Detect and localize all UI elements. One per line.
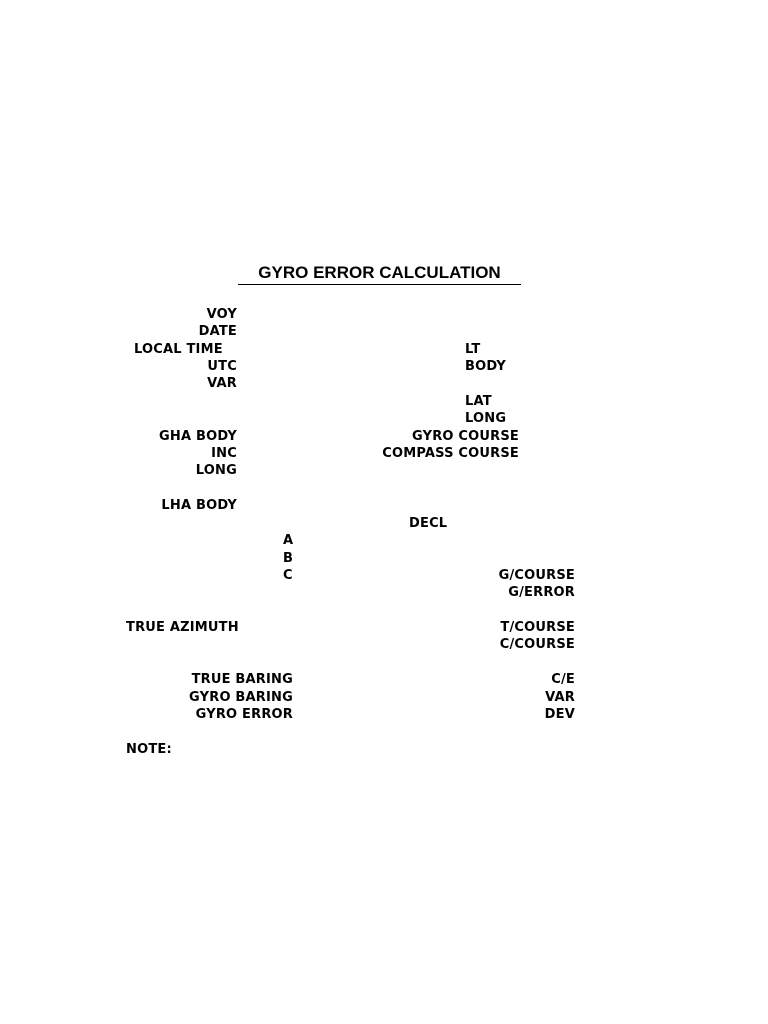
- local-time-label: LOCAL TIME: [134, 342, 223, 357]
- inc-label: INC: [211, 446, 237, 461]
- true-azimuth-label: TRUE AZIMUTH: [126, 620, 239, 635]
- voy-label: VOY: [206, 307, 237, 322]
- compass-course-label: COMPASS COURSE: [382, 446, 519, 461]
- gha-body-label: GHA BODY: [159, 429, 237, 444]
- a-label: A: [283, 533, 294, 548]
- true-baring-label: TRUE BARING: [191, 672, 293, 687]
- gyro-error-label: GYRO ERROR: [195, 707, 293, 722]
- g-error-label: G/ERROR: [508, 585, 575, 600]
- document-title: GYRO ERROR CALCULATION: [258, 263, 501, 282]
- b-label: B: [283, 551, 294, 566]
- long-right-label: LONG: [465, 411, 507, 426]
- note-label: NOTE:: [126, 742, 172, 757]
- title-underline: [238, 284, 521, 285]
- c-course-label: C/COURSE: [499, 637, 575, 652]
- utc-label: UTC: [207, 359, 237, 374]
- var-left-label: VAR: [207, 376, 237, 391]
- g-course-label: G/COURSE: [498, 568, 575, 583]
- lha-body-label: LHA BODY: [161, 498, 237, 513]
- c-e-label: C/E: [551, 672, 575, 687]
- gyro-course-label: GYRO COURSE: [412, 429, 519, 444]
- gyro-baring-label: GYRO BARING: [189, 690, 293, 705]
- dev-label: DEV: [544, 707, 575, 722]
- t-course-label: T/COURSE: [500, 620, 575, 635]
- long-left-label: LONG: [195, 463, 237, 478]
- lat-label: LAT: [465, 394, 492, 409]
- c-label: C: [283, 568, 293, 583]
- body-label: BODY: [465, 359, 507, 374]
- decl-label: DECL: [409, 516, 448, 531]
- date-label: DATE: [198, 324, 237, 339]
- lt-label: LT: [465, 342, 481, 357]
- var-right-label: VAR: [545, 690, 575, 705]
